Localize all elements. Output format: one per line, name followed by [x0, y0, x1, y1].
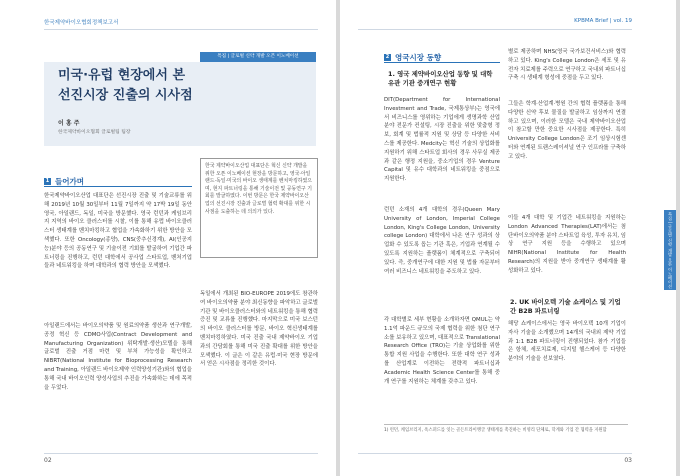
right-header-text: KPBMA Brief | vol. 19 — [574, 18, 632, 24]
subsection-2-title: 2. UK 바이오텍 기술 쇼케이스 및 기업 간 B2B 파트너링 — [510, 298, 621, 315]
left-header — [44, 18, 318, 28]
left-header-divider — [44, 29, 318, 30]
section-number-badge: 1 — [45, 178, 50, 184]
uk-paragraph-2: 런던 소재의 4개 대학의 경우(Queen Mary University of London, Imperial College London, King's College London, University college London) 대학에서 나온 연구 성과의 상업화 수 있도록 돕는 기관 혹은, 기업과 연계될 수 있도록 지원하는 플랫폼이 체계적으로 구축되어 있다. 즉, 중개연구에 대한 지원 및 법률 자문부터 여러 비즈니스 네트워킹을 주도하고 있다. — [384, 207, 500, 275]
right-header — [358, 18, 632, 28]
uk-paragraph-3: 각 대학별로 세부 현황을 소개하자면 QMUL는 약 1.1억 파운드 규모의 국제 협력을 위한 첨단 연구소를 보유하고 있으며, 대표적으로 Translational Research Office (TRO)는 기술 상업화를 위한 통합 지원 사업을 수행한다. 또한 대학 연구 성과를 산업계로 이전하는 전략적 파트너십과 Academic Health Science Center를 통해 중개 연구를 지원하는 체계를 갖추고 있다. — [384, 317, 500, 385]
intro-paragraph-1: 한국제약바이오산업 대표단은 선진시장 진출 및 기술교류를 위해 2019년 10월 30일부터 11월 7일까지 약 17박 19일 동안 영국, 아일랜드, 독일, 미국을 방문했다. 영국 런던과 케임브리지 지역의 바이오 클러스터를 시찰, 이를 통해 유럽 바이오클러스터 생태계를 벤치마킹하고 협업을 가속화하기 위한 방안을 모색했다. 또한 Oncology(종양), CNS(중추신경계), AI(인공지능)분야 등의 공동연구 및 기술이전 기회를 발굴하여 기업간 파트너링을 진행하고, 런던 대학에서 공사업 스타트업, 벤처기업들과 네트워킹을 하며 대학과의 협력 방안을 모색했다. — [44, 193, 192, 270]
right-page-number: 03 — [624, 457, 632, 464]
footnote: 1) 런던, 케임브리지, 옥스퍼드를 잇는 골든트라이앵글 생태계를 촉진하는 비영리 단체로, 학계와 기업 간 협력을 지원함 — [384, 428, 607, 433]
intro-paragraph-3: 독일에서 개최된 BIO-EUROPE 2019에도 참관하여 바이오의약품 분야 최신동향을 파악하고 글로벌 기관 및 바이오클러스터와의 네트워킹을 통해 협력 증진 및 교류를 진행했다. 마지막으로 미국 보스턴의 바이오 클러스터를 방문, 바이오 혁신생태계를 벤치마킹하였다. 미국 진출 국내 제약바이오 기업과의 간담회를 통해 미국 진출 확대를 위한 방안을 모색했다. 이 글은 이 같은 유럽·미국 현장 방문에서 얻은 시사점을 정리한 것이다. — [200, 291, 318, 368]
left-header-text: 한국제약바이오협회정책보고서 — [44, 20, 119, 26]
uk-col2-paragraph-1: 별로 제공하며 NHS(영국 국가보건서비스)와 협력하고 있다. King's College London은 세포 및 유전자 치료제를 주력으로 연구하고 국내외 파트너십 구축 시 생태계 형성에 중점을 두고 있다. — [508, 49, 626, 82]
section-divider — [44, 186, 192, 187]
left-footer-divider — [44, 453, 318, 454]
left-page — [0, 0, 336, 476]
topic-tag: 특집 | 글로벌 신약 개발 오픈 이노베이션 — [200, 52, 316, 62]
uk-col2-paragraph-4: 해당 쇼케이스에서는 영국 바이오텍 10개 기업이 자사 기술을 소개했으며 14개의 국내외 제약 기업과 1:1 B2B 파트너링이 진행되었다. 참가 기업들은 항체, 세포치료제, 디지털 헬스케어 등 다양한 분야의 기술을 선보였다. — [508, 321, 626, 363]
section-divider — [384, 62, 500, 63]
intro-paragraph-2: 아일랜드에서는 바이오의약품 및 원료의약품 생산과 연구개발, 공정 혁신 등 CDMO사업(Contract Development and Manufacturing Organization) 위탁개발·생산)모델을 통해 글로벌 진출 거점 마련 및 부처 가능성을 확인하고 NIBRT(National Institute for Bioprocessing Research and Training, 아일랜드 바이오제약 인력양성기관)와의 협업을 통해 국내 바이오인력 양성사업의 추진을 가속화하는 데에 목적을 두었다. — [44, 323, 192, 391]
section-title: 들어가며 — [55, 177, 84, 186]
article-title: 미국·유럽 현장에서 본 선진시장 진출의 시사점 — [58, 68, 193, 103]
uk-col2-paragraph-3: 이들 4개 대학 및 기업간 네트워킹을 지원하는 London Advanced Therapies(LAT)에서는 첨단바이오의약품 분야 스타트업 육성, 투자 유치, 임상 연구 지원 등을 수행하고 있으며 NIHR(National Institute for Health Research)의 지원을 받아 중개연구 생태계를 활성화하고 있다. — [508, 215, 626, 274]
summary-box: 한국 제약바이오산업 대표단은 혁신 신약 개발을 위한 오픈 이노베이션 현장을 방문하고, 영국·아일랜드·독일·미국의 바이오 생태계를 벤치마킹하였으며, 현지 파트너링을 통해 기술이전 및 공동연구 기회를 발굴하였다. 이번 방문은 한국 제약바이오산업의 선진시장 진출과 글로벌 협력 확대를 위한 시사점을 도출하는 데 의의가 있다. — [200, 158, 318, 258]
right-footer-divider — [358, 453, 632, 454]
section-number-badge: 2 — [385, 54, 390, 60]
author-affiliation: 한국제약바이오협회 글로벌팀 팀장 — [58, 130, 131, 135]
author-name: 이 홍 주 — [58, 120, 80, 127]
uk-paragraph-1: DIT(Department for International Investment and Trade, 국제통상부)는 영국에서 비즈니스를 영위하는 기업에게 생명과학 산업 분야 전문가 컨설팅, 시장 진출을 위한 맞춤형 정보, 회계 및 법률적 지원 및 상담 등 다양한 서비스를 제공한다. Medcity는 혁신 기술의 상업화를 지원하기 위해 스타트업 회사의 경우 사무실 제공과 같은 행정 지원을, 중소기업의 경우 Venture Capital 및 유수 대학과의 네트워킹을 중점으로 지원한다. — [384, 97, 500, 183]
right-header-divider — [358, 29, 632, 30]
section-side-tab: 특집 | 글로벌 신약 개발 오픈 이노베이션 — [664, 210, 676, 290]
left-page-number: 02 — [44, 457, 52, 464]
footnote-divider — [384, 424, 628, 425]
section-title: 영국시장 동향 — [395, 53, 442, 62]
uk-col2-paragraph-2: 그들은 학계·산업계·병원 간의 협력 플랫폼을 통해 다양한 신약 후보 물질을 발굴하고 임상까지 연결하고 있으며, 이러한 모델은 국내 제약바이오산업이 참고할 만한 중요한 시사점을 제공한다. 특히 University College London은 조기 임상시험센터와 연계된 트랜스레이셔널 연구 인프라를 구축하고 있다. — [508, 101, 626, 160]
right-page — [340, 0, 676, 476]
subsection-1-title: 1. 영국 제약바이오산업 동향 및 대학 유관 기관 중개연구 현황 — [388, 70, 493, 87]
